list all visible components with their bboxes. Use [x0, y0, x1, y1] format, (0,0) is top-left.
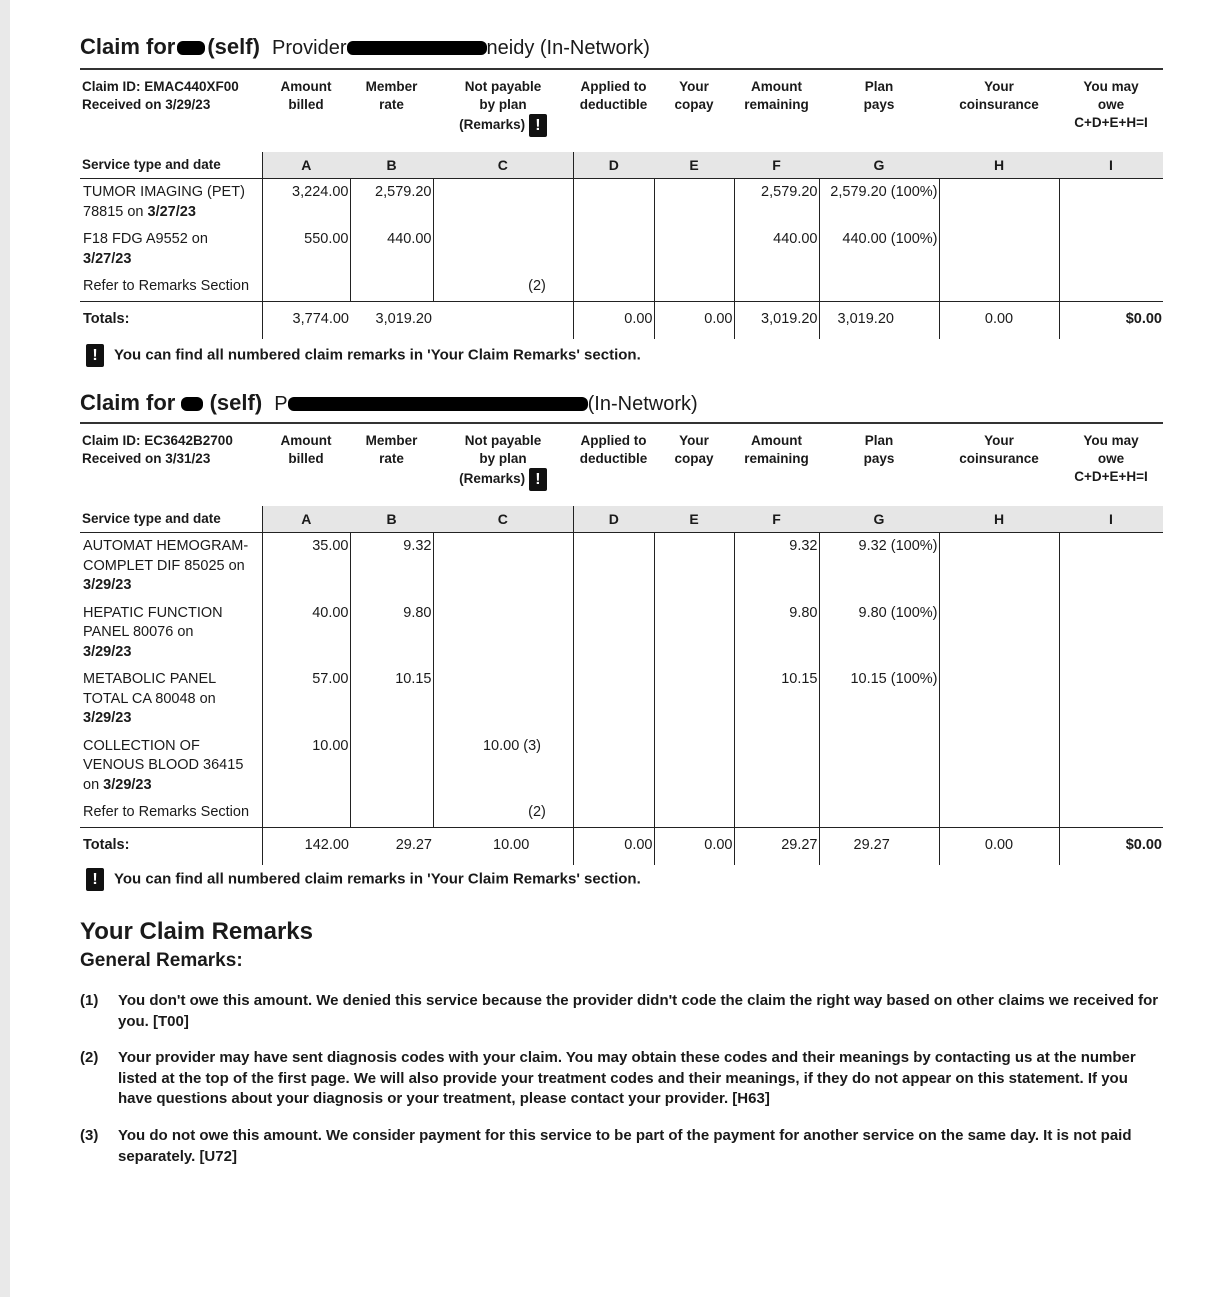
remark-item: (3) You do not owe this amount. We consider payment for this service to be part of the payment for another service on the same day. It is not paid separately. [U72]: [80, 1127, 1132, 1165]
remark-item: (2) Your provider may have sent diagnosis codes with your claim. You may obtain these codes and their meanings by contacting us at the number listed at the top of the first page. We will also provide your treatment codes and their meanings, if they do not appear on this statement. If you have questions about your diagnosis or your treatment, please contact your provider. [H63]: [80, 1049, 1136, 1107]
service-description: TUMOR IMAGING (PET) 78815 on 3/27/23: [83, 184, 245, 220]
member-rate-header: Member rate: [365, 79, 418, 112]
column-headers: [80, 70, 1163, 152]
totals-row: Totals: 142.00 29.27 10.00 0.00 0.00 29.27 29.27 0.00 $0.00: [80, 827, 1163, 865]
claim-self-label: (self): [209, 390, 263, 415]
copay-header: Your copay: [674, 433, 714, 466]
claim-table: [80, 70, 1163, 339]
refer-row: Refer to Remarks Section (2): [80, 799, 1163, 827]
alert-icon: !: [86, 868, 104, 891]
amount-billed-header: Amount billed: [280, 433, 332, 466]
service-row: TUMOR IMAGING (PET) 78815 on 3/27/23 3,224.00 2,579.20 2,579.20 2,579.20 (100%): [80, 179, 1163, 227]
alert-icon: !: [86, 344, 104, 367]
copay-header: Your copay: [674, 79, 714, 112]
claim-id: Claim ID: EMAC440XF00: [82, 79, 239, 94]
claim-for-label: Claim for: [80, 390, 176, 415]
claim-title: [80, 34, 650, 60]
amount-remaining-header: Amount remaining: [744, 79, 809, 112]
service-description: AUTOMAT HEMOGRAM-COMPLET DIF 85025 on 3/29/23: [83, 538, 249, 593]
alert-icon: !: [529, 114, 547, 137]
service-row: F18 FDG A9552 on 3/27/23 550.00 440.00 440.00 440.00 (100%): [80, 226, 1163, 273]
received-date: Received on 3/29/23: [82, 97, 211, 112]
general-remarks-heading: General Remarks:: [80, 950, 243, 971]
amount-remaining-header: Amount remaining: [744, 433, 809, 466]
remarks-note: ! You can find all numbered claim remarks in 'Your Claim Remarks' section.: [86, 344, 641, 367]
service-description: COLLECTION OF VENOUS BLOOD 36415 on 3/29/23: [83, 737, 244, 793]
redaction: [181, 397, 203, 411]
redaction: [177, 41, 205, 55]
remarks-heading: Your Claim Remarks: [80, 918, 313, 945]
claim-self-label: (self): [207, 34, 260, 59]
column-letters: Service type and date A B C D E F G H I: [80, 506, 1163, 533]
member-rate-header: Member rate: [365, 433, 418, 466]
refer-row: Refer to Remarks Section (2): [80, 273, 1163, 301]
applied-deductible-header: Applied to deductible: [579, 79, 648, 112]
claim-id: Claim ID: EC3642B2700: [82, 433, 233, 448]
provider-network: (In-Network): [587, 393, 698, 415]
alert-icon: !: [529, 468, 547, 491]
claim-id-header: [80, 70, 262, 152]
service-description: HEPATIC FUNCTION PANEL 80076 on 3/29/23: [83, 604, 223, 660]
coinsurance-header: Your coinsurance: [959, 79, 1039, 112]
service-description: METABOLIC PANEL TOTAL CA 80048 on 3/29/23: [83, 671, 216, 726]
redaction: [288, 397, 588, 411]
claim-title: [80, 390, 698, 416]
provider-network: neidy (In-Network): [486, 37, 650, 59]
provider-prefix: Provider: [272, 37, 347, 59]
claim-id-header: [80, 424, 262, 506]
not-payable-header: Not payable by plan (Remarks) !: [433, 70, 573, 152]
service-row: AUTOMAT HEMOGRAM-COMPLET DIF 85025 on 3/29/23 35.00 9.32 9.32 9.32 (100%): [80, 533, 1163, 600]
remark-item: (1) You don't owe this amount. We denied this service because the provider didn't code the claim the right way based on other claims we received for you. [T00]: [80, 992, 1159, 1030]
column-headers: [80, 424, 1163, 506]
service-row: HEPATIC FUNCTION PANEL 80076 on 3/29/23 40.00 9.80 9.80 9.80 (100%): [80, 600, 1163, 667]
page-edge: [0, 0, 10, 1297]
claim-for-label: Claim for: [80, 34, 176, 59]
provider-prefix: P: [274, 393, 288, 415]
column-letters: Service type and date A B C D E F G H I: [80, 152, 1163, 179]
remarks-note: ! You can find all numbered claim remarks in 'Your Claim Remarks' section.: [86, 868, 641, 891]
plan-pays-header: Plan pays: [863, 433, 895, 466]
not-payable-header: Not payable by plan (Remarks) !: [433, 424, 573, 506]
claim-table: [80, 424, 1163, 865]
service-description: F18 FDG A9552 on 3/27/23: [83, 231, 208, 267]
amount-billed-header: Amount billed: [280, 79, 332, 112]
plan-pays-header: Plan pays: [863, 79, 895, 112]
you-may-owe-header: You may owe C+D+E+H=I: [1074, 433, 1148, 484]
totals-row: Totals: 3,774.00 3,019.20 0.00 0.00 3,019.20 3,019.20 0.00 $0.00: [80, 301, 1163, 339]
you-may-owe-header: You may owe C+D+E+H=I: [1074, 79, 1148, 130]
redaction: [347, 41, 487, 55]
received-date: Received on 3/31/23: [82, 451, 211, 466]
service-row: COLLECTION OF VENOUS BLOOD 36415 on 3/29/23 10.00 10.00 (3): [80, 733, 1163, 800]
applied-deductible-header: Applied to deductible: [579, 433, 648, 466]
service-row: METABOLIC PANEL TOTAL CA 80048 on 3/29/23 57.00 10.15 10.15 10.15 (100%): [80, 666, 1163, 733]
coinsurance-header: Your coinsurance: [959, 433, 1039, 466]
